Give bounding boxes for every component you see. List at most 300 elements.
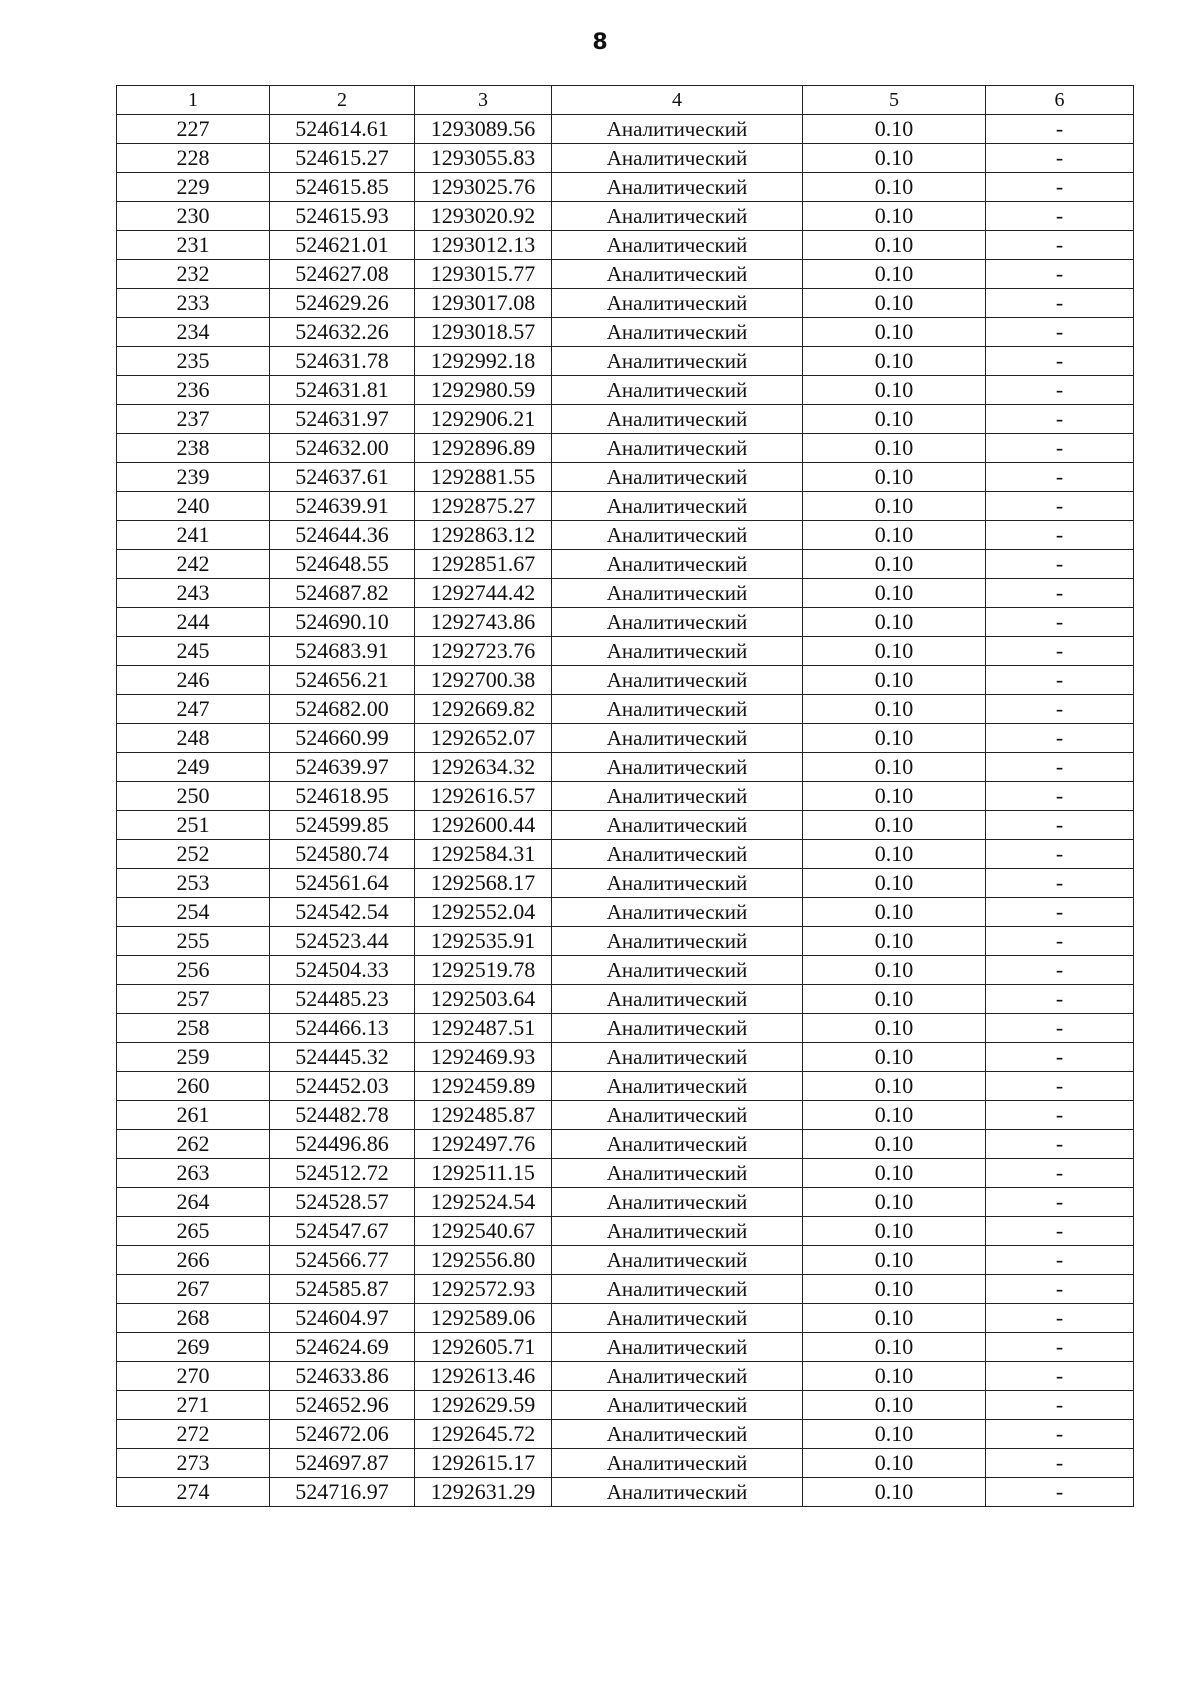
- point-number-cell: 237: [117, 405, 270, 434]
- y-coordinate-cell: 1293020.92: [415, 202, 552, 231]
- accuracy-cell: 0.10: [803, 985, 986, 1014]
- x-coordinate-cell: 524687.82: [270, 579, 415, 608]
- y-coordinate-cell: 1292584.31: [415, 840, 552, 869]
- accuracy-cell: 0.10: [803, 1043, 986, 1072]
- y-coordinate-cell: 1292540.67: [415, 1217, 552, 1246]
- y-coordinate-cell: 1293012.13: [415, 231, 552, 260]
- table-row: [117, 724, 1134, 753]
- method-cell: Аналитический: [552, 405, 803, 434]
- accuracy-cell: 0.10: [803, 318, 986, 347]
- note-cell: -: [986, 724, 1134, 753]
- method-cell: Аналитический: [552, 1130, 803, 1159]
- x-coordinate-cell: 524631.81: [270, 376, 415, 405]
- table-body: [117, 115, 1134, 1507]
- x-coordinate-cell: 524466.13: [270, 1014, 415, 1043]
- x-coordinate-cell: 524683.91: [270, 637, 415, 666]
- y-coordinate-cell: 1293055.83: [415, 144, 552, 173]
- method-cell: Аналитический: [552, 1362, 803, 1391]
- point-number-cell: 260: [117, 1072, 270, 1101]
- y-coordinate-cell: 1292552.04: [415, 898, 552, 927]
- table-row: [117, 811, 1134, 840]
- note-cell: -: [986, 1275, 1134, 1304]
- accuracy-cell: 0.10: [803, 1478, 986, 1507]
- y-coordinate-cell: 1292511.15: [415, 1159, 552, 1188]
- method-cell: Аналитический: [552, 695, 803, 724]
- method-cell: Аналитический: [552, 1101, 803, 1130]
- note-cell: -: [986, 318, 1134, 347]
- note-cell: -: [986, 927, 1134, 956]
- point-number-cell: 241: [117, 521, 270, 550]
- x-coordinate-cell: 524445.32: [270, 1043, 415, 1072]
- table-row: [117, 260, 1134, 289]
- y-coordinate-cell: 1292589.06: [415, 1304, 552, 1333]
- y-coordinate-cell: 1292487.51: [415, 1014, 552, 1043]
- note-cell: -: [986, 492, 1134, 521]
- y-coordinate-cell: 1292906.21: [415, 405, 552, 434]
- coordinates-table: [116, 85, 1134, 1507]
- x-coordinate-cell: 524633.86: [270, 1362, 415, 1391]
- x-coordinate-cell: 524629.26: [270, 289, 415, 318]
- point-number-cell: 266: [117, 1246, 270, 1275]
- note-cell: -: [986, 550, 1134, 579]
- accuracy-cell: 0.10: [803, 1420, 986, 1449]
- note-cell: -: [986, 347, 1134, 376]
- point-number-cell: 245: [117, 637, 270, 666]
- accuracy-cell: 0.10: [803, 463, 986, 492]
- method-cell: Аналитический: [552, 1072, 803, 1101]
- x-coordinate-cell: 524637.61: [270, 463, 415, 492]
- table-row: [117, 753, 1134, 782]
- point-number-cell: 258: [117, 1014, 270, 1043]
- point-number-cell: 244: [117, 608, 270, 637]
- method-cell: Аналитический: [552, 1014, 803, 1043]
- accuracy-cell: 0.10: [803, 1304, 986, 1333]
- point-number-cell: 257: [117, 985, 270, 1014]
- method-cell: Аналитический: [552, 1449, 803, 1478]
- y-coordinate-cell: 1293015.77: [415, 260, 552, 289]
- x-coordinate-cell: 524580.74: [270, 840, 415, 869]
- accuracy-cell: 0.10: [803, 1014, 986, 1043]
- x-coordinate-cell: 524652.96: [270, 1391, 415, 1420]
- point-number-cell: 231: [117, 231, 270, 260]
- note-cell: -: [986, 898, 1134, 927]
- note-cell: -: [986, 1478, 1134, 1507]
- note-cell: -: [986, 1072, 1134, 1101]
- point-number-cell: 240: [117, 492, 270, 521]
- table-header-row: [117, 86, 1134, 115]
- table-row: [117, 956, 1134, 985]
- note-cell: -: [986, 1391, 1134, 1420]
- x-coordinate-cell: 524542.54: [270, 898, 415, 927]
- x-coordinate-cell: 524496.86: [270, 1130, 415, 1159]
- point-number-cell: 247: [117, 695, 270, 724]
- note-cell: -: [986, 666, 1134, 695]
- x-coordinate-cell: 524504.33: [270, 956, 415, 985]
- x-coordinate-cell: 524644.36: [270, 521, 415, 550]
- table-row: [117, 318, 1134, 347]
- y-coordinate-cell: 1292613.46: [415, 1362, 552, 1391]
- y-coordinate-cell: 1292497.76: [415, 1130, 552, 1159]
- point-number-cell: 233: [117, 289, 270, 318]
- table-row: [117, 521, 1134, 550]
- y-coordinate-cell: 1293025.76: [415, 173, 552, 202]
- method-cell: Аналитический: [552, 1478, 803, 1507]
- accuracy-cell: 0.10: [803, 144, 986, 173]
- method-cell: Аналитический: [552, 1246, 803, 1275]
- method-cell: Аналитический: [552, 1188, 803, 1217]
- point-number-cell: 261: [117, 1101, 270, 1130]
- table-row: [117, 1043, 1134, 1072]
- x-coordinate-cell: 524672.06: [270, 1420, 415, 1449]
- table-row: [117, 579, 1134, 608]
- method-cell: Аналитический: [552, 985, 803, 1014]
- note-cell: -: [986, 1043, 1134, 1072]
- x-coordinate-cell: 524648.55: [270, 550, 415, 579]
- y-coordinate-cell: 1292535.91: [415, 927, 552, 956]
- accuracy-cell: 0.10: [803, 260, 986, 289]
- y-coordinate-cell: 1292863.12: [415, 521, 552, 550]
- table-row: [117, 869, 1134, 898]
- table-row: [117, 1014, 1134, 1043]
- method-cell: Аналитический: [552, 840, 803, 869]
- method-cell: Аналитический: [552, 753, 803, 782]
- y-coordinate-cell: 1293017.08: [415, 289, 552, 318]
- point-number-cell: 267: [117, 1275, 270, 1304]
- point-number-cell: 235: [117, 347, 270, 376]
- note-cell: -: [986, 1217, 1134, 1246]
- accuracy-cell: 0.10: [803, 289, 986, 318]
- x-coordinate-cell: 524523.44: [270, 927, 415, 956]
- method-cell: Аналитический: [552, 898, 803, 927]
- method-cell: Аналитический: [552, 521, 803, 550]
- point-number-cell: 256: [117, 956, 270, 985]
- note-cell: -: [986, 1159, 1134, 1188]
- table-row: [117, 1188, 1134, 1217]
- point-number-cell: 274: [117, 1478, 270, 1507]
- table-row: [117, 1217, 1134, 1246]
- accuracy-cell: 0.10: [803, 869, 986, 898]
- point-number-cell: 255: [117, 927, 270, 956]
- accuracy-cell: 0.10: [803, 376, 986, 405]
- x-coordinate-cell: 524690.10: [270, 608, 415, 637]
- table-row: [117, 1420, 1134, 1449]
- note-cell: -: [986, 202, 1134, 231]
- note-cell: -: [986, 521, 1134, 550]
- table-row: [117, 115, 1134, 144]
- note-cell: -: [986, 695, 1134, 724]
- y-coordinate-cell: 1293089.56: [415, 115, 552, 144]
- x-coordinate-cell: 524512.72: [270, 1159, 415, 1188]
- x-coordinate-cell: 524618.95: [270, 782, 415, 811]
- note-cell: -: [986, 463, 1134, 492]
- method-cell: Аналитический: [552, 1391, 803, 1420]
- accuracy-cell: 0.10: [803, 1391, 986, 1420]
- point-number-cell: 227: [117, 115, 270, 144]
- note-cell: -: [986, 115, 1134, 144]
- y-coordinate-cell: 1292572.93: [415, 1275, 552, 1304]
- y-coordinate-cell: 1292556.80: [415, 1246, 552, 1275]
- point-number-cell: 230: [117, 202, 270, 231]
- accuracy-cell: 0.10: [803, 1159, 986, 1188]
- table-row: [117, 1333, 1134, 1362]
- note-cell: -: [986, 434, 1134, 463]
- y-coordinate-cell: 1292524.54: [415, 1188, 552, 1217]
- table-row: [117, 1246, 1134, 1275]
- method-cell: Аналитический: [552, 289, 803, 318]
- note-cell: -: [986, 1304, 1134, 1333]
- point-number-cell: 238: [117, 434, 270, 463]
- table-row: [117, 1159, 1134, 1188]
- x-coordinate-cell: 524482.78: [270, 1101, 415, 1130]
- accuracy-cell: 0.10: [803, 1188, 986, 1217]
- x-coordinate-cell: 524604.97: [270, 1304, 415, 1333]
- accuracy-cell: 0.10: [803, 579, 986, 608]
- y-coordinate-cell: 1292469.93: [415, 1043, 552, 1072]
- accuracy-cell: 0.10: [803, 231, 986, 260]
- accuracy-cell: 0.10: [803, 1449, 986, 1478]
- y-coordinate-cell: 1292723.76: [415, 637, 552, 666]
- point-number-cell: 251: [117, 811, 270, 840]
- y-coordinate-cell: 1292744.42: [415, 579, 552, 608]
- table-row: [117, 202, 1134, 231]
- x-coordinate-cell: 524615.27: [270, 144, 415, 173]
- x-coordinate-cell: 524561.64: [270, 869, 415, 898]
- table-row: [117, 405, 1134, 434]
- table-row: [117, 173, 1134, 202]
- x-coordinate-cell: 524632.00: [270, 434, 415, 463]
- accuracy-cell: 0.10: [803, 1246, 986, 1275]
- point-number-cell: 250: [117, 782, 270, 811]
- note-cell: -: [986, 260, 1134, 289]
- method-cell: Аналитический: [552, 376, 803, 405]
- note-cell: -: [986, 173, 1134, 202]
- accuracy-cell: 0.10: [803, 347, 986, 376]
- x-coordinate-cell: 524585.87: [270, 1275, 415, 1304]
- table-row: [117, 1391, 1134, 1420]
- point-number-cell: 265: [117, 1217, 270, 1246]
- table-row: [117, 637, 1134, 666]
- point-number-cell: 269: [117, 1333, 270, 1362]
- column-header: 3: [415, 86, 552, 115]
- point-number-cell: 242: [117, 550, 270, 579]
- column-header: 5: [803, 86, 986, 115]
- y-coordinate-cell: 1292652.07: [415, 724, 552, 753]
- note-cell: -: [986, 1014, 1134, 1043]
- table-row: [117, 550, 1134, 579]
- table-row: [117, 608, 1134, 637]
- y-coordinate-cell: 1292634.32: [415, 753, 552, 782]
- table-row: [117, 840, 1134, 869]
- method-cell: Аналитический: [552, 144, 803, 173]
- point-number-cell: 271: [117, 1391, 270, 1420]
- y-coordinate-cell: 1292615.17: [415, 1449, 552, 1478]
- x-coordinate-cell: 524547.67: [270, 1217, 415, 1246]
- table-row: [117, 782, 1134, 811]
- accuracy-cell: 0.10: [803, 1362, 986, 1391]
- table-row: [117, 434, 1134, 463]
- x-coordinate-cell: 524682.00: [270, 695, 415, 724]
- x-coordinate-cell: 524631.78: [270, 347, 415, 376]
- method-cell: Аналитический: [552, 1275, 803, 1304]
- accuracy-cell: 0.10: [803, 898, 986, 927]
- x-coordinate-cell: 524639.97: [270, 753, 415, 782]
- method-cell: Аналитический: [552, 434, 803, 463]
- point-number-cell: 259: [117, 1043, 270, 1072]
- point-number-cell: 229: [117, 173, 270, 202]
- column-header: 6: [986, 86, 1134, 115]
- method-cell: Аналитический: [552, 202, 803, 231]
- point-number-cell: 252: [117, 840, 270, 869]
- column-header: 4: [552, 86, 803, 115]
- y-coordinate-cell: 1292743.86: [415, 608, 552, 637]
- table-row: [117, 492, 1134, 521]
- method-cell: Аналитический: [552, 869, 803, 898]
- y-coordinate-cell: 1292875.27: [415, 492, 552, 521]
- page-number: 8: [592, 30, 608, 55]
- note-cell: -: [986, 782, 1134, 811]
- point-number-cell: 253: [117, 869, 270, 898]
- table-row: [117, 898, 1134, 927]
- x-coordinate-cell: 524599.85: [270, 811, 415, 840]
- point-number-cell: 263: [117, 1159, 270, 1188]
- accuracy-cell: 0.10: [803, 753, 986, 782]
- point-number-cell: 268: [117, 1304, 270, 1333]
- method-cell: Аналитический: [552, 115, 803, 144]
- table-row: [117, 1362, 1134, 1391]
- y-coordinate-cell: 1292896.89: [415, 434, 552, 463]
- y-coordinate-cell: 1292616.57: [415, 782, 552, 811]
- x-coordinate-cell: 524452.03: [270, 1072, 415, 1101]
- method-cell: Аналитический: [552, 231, 803, 260]
- table-row: [117, 1478, 1134, 1507]
- x-coordinate-cell: 524485.23: [270, 985, 415, 1014]
- note-cell: -: [986, 579, 1134, 608]
- x-coordinate-cell: 524621.01: [270, 231, 415, 260]
- method-cell: Аналитический: [552, 1217, 803, 1246]
- accuracy-cell: 0.10: [803, 840, 986, 869]
- point-number-cell: 270: [117, 1362, 270, 1391]
- note-cell: -: [986, 753, 1134, 782]
- y-coordinate-cell: 1292629.59: [415, 1391, 552, 1420]
- y-coordinate-cell: 1292631.29: [415, 1478, 552, 1507]
- method-cell: Аналитический: [552, 579, 803, 608]
- accuracy-cell: 0.10: [803, 637, 986, 666]
- accuracy-cell: 0.10: [803, 666, 986, 695]
- point-number-cell: 248: [117, 724, 270, 753]
- table-row: [117, 376, 1134, 405]
- note-cell: -: [986, 144, 1134, 173]
- table-row: [117, 289, 1134, 318]
- note-cell: -: [986, 1362, 1134, 1391]
- point-number-cell: 236: [117, 376, 270, 405]
- table-row: [117, 985, 1134, 1014]
- x-coordinate-cell: 524631.97: [270, 405, 415, 434]
- method-cell: Аналитический: [552, 608, 803, 637]
- point-number-cell: 272: [117, 1420, 270, 1449]
- y-coordinate-cell: 1292519.78: [415, 956, 552, 985]
- x-coordinate-cell: 524716.97: [270, 1478, 415, 1507]
- point-number-cell: 232: [117, 260, 270, 289]
- table-row: [117, 1101, 1134, 1130]
- accuracy-cell: 0.10: [803, 608, 986, 637]
- x-coordinate-cell: 524528.57: [270, 1188, 415, 1217]
- accuracy-cell: 0.10: [803, 434, 986, 463]
- note-cell: -: [986, 637, 1134, 666]
- accuracy-cell: 0.10: [803, 1072, 986, 1101]
- point-number-cell: 254: [117, 898, 270, 927]
- method-cell: Аналитический: [552, 1159, 803, 1188]
- table-row: [117, 1449, 1134, 1478]
- accuracy-cell: 0.10: [803, 1101, 986, 1130]
- x-coordinate-cell: 524632.26: [270, 318, 415, 347]
- accuracy-cell: 0.10: [803, 202, 986, 231]
- accuracy-cell: 0.10: [803, 927, 986, 956]
- note-cell: -: [986, 1449, 1134, 1478]
- table-row: [117, 1304, 1134, 1333]
- note-cell: -: [986, 1188, 1134, 1217]
- method-cell: Аналитический: [552, 492, 803, 521]
- point-number-cell: 249: [117, 753, 270, 782]
- note-cell: -: [986, 869, 1134, 898]
- x-coordinate-cell: 524566.77: [270, 1246, 415, 1275]
- column-header: 1: [117, 86, 270, 115]
- table-row: [117, 666, 1134, 695]
- y-coordinate-cell: 1292851.67: [415, 550, 552, 579]
- x-coordinate-cell: 524614.61: [270, 115, 415, 144]
- point-number-cell: 246: [117, 666, 270, 695]
- y-coordinate-cell: 1293018.57: [415, 318, 552, 347]
- table-row: [117, 1130, 1134, 1159]
- method-cell: Аналитический: [552, 1304, 803, 1333]
- accuracy-cell: 0.10: [803, 1275, 986, 1304]
- note-cell: -: [986, 1130, 1134, 1159]
- accuracy-cell: 0.10: [803, 521, 986, 550]
- method-cell: Аналитический: [552, 637, 803, 666]
- accuracy-cell: 0.10: [803, 115, 986, 144]
- table-row: [117, 1275, 1134, 1304]
- accuracy-cell: 0.10: [803, 492, 986, 521]
- point-number-cell: 273: [117, 1449, 270, 1478]
- method-cell: Аналитический: [552, 1043, 803, 1072]
- note-cell: -: [986, 289, 1134, 318]
- accuracy-cell: 0.10: [803, 811, 986, 840]
- accuracy-cell: 0.10: [803, 173, 986, 202]
- note-cell: -: [986, 811, 1134, 840]
- y-coordinate-cell: 1292503.64: [415, 985, 552, 1014]
- x-coordinate-cell: 524656.21: [270, 666, 415, 695]
- table-row: [117, 1072, 1134, 1101]
- y-coordinate-cell: 1292700.38: [415, 666, 552, 695]
- accuracy-cell: 0.10: [803, 724, 986, 753]
- x-coordinate-cell: 524660.99: [270, 724, 415, 753]
- y-coordinate-cell: 1292600.44: [415, 811, 552, 840]
- method-cell: Аналитический: [552, 347, 803, 376]
- method-cell: Аналитический: [552, 782, 803, 811]
- accuracy-cell: 0.10: [803, 1217, 986, 1246]
- method-cell: Аналитический: [552, 463, 803, 492]
- x-coordinate-cell: 524615.85: [270, 173, 415, 202]
- x-coordinate-cell: 524624.69: [270, 1333, 415, 1362]
- method-cell: Аналитический: [552, 173, 803, 202]
- y-coordinate-cell: 1292980.59: [415, 376, 552, 405]
- note-cell: -: [986, 1101, 1134, 1130]
- method-cell: Аналитический: [552, 666, 803, 695]
- table-row: [117, 927, 1134, 956]
- x-coordinate-cell: 524627.08: [270, 260, 415, 289]
- method-cell: Аналитический: [552, 260, 803, 289]
- x-coordinate-cell: 524615.93: [270, 202, 415, 231]
- note-cell: -: [986, 985, 1134, 1014]
